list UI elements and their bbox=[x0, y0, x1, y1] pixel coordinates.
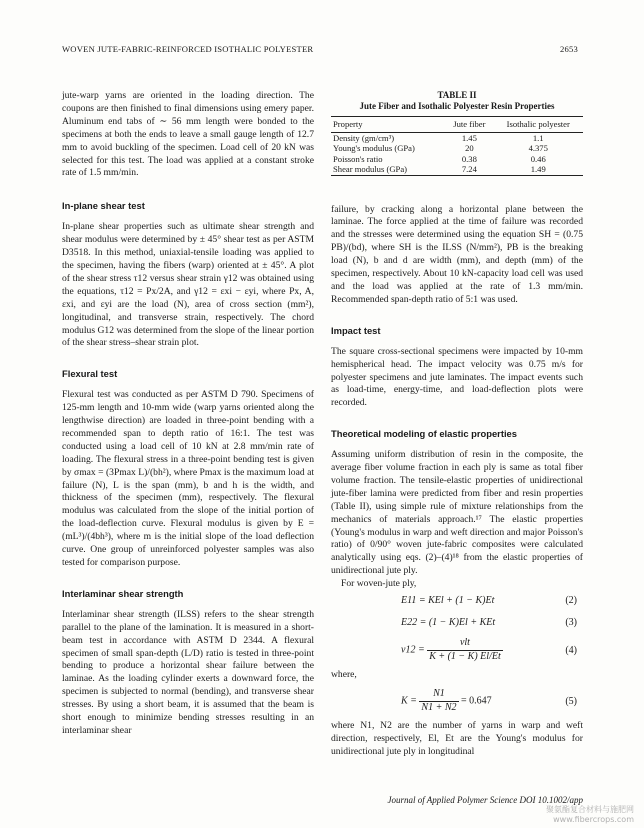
paragraph-impact: The square cross-sectional specimens were impacted by 10-mm hemispherical head. The impact velocity was 0.75 m/s for polyester specimens and jute laminates. The impact events such as load-time, energy-time, and load-deflection plots were recorded. bbox=[331, 345, 583, 409]
fraction-denominator: N1 + N2 bbox=[421, 701, 457, 713]
fraction-denominator: K + (1 − K) El/Et bbox=[429, 651, 501, 662]
paragraph-final: where N1, N2 are the number of yarns in warp and weft direction, respectively, El, Et are the Young's modulus for unidirectional jute ply in longitudinal bbox=[331, 720, 583, 757]
table-cell: 1.1 bbox=[532, 132, 544, 143]
table-ii bbox=[331, 90, 583, 176]
paragraph-for-woven: For woven-jute ply, bbox=[341, 578, 417, 590]
watermark-line: www.fibercrops.com bbox=[553, 815, 634, 824]
paragraph-failure: failure, by cracking along a horizontal plane between the laminae. The force applied at the time of failure was recorded and the stresses were determined using the equation SH = (0.75 PB)/(bd), where SH is the ILSS (N/mm²), PB is the breaking load (N), b and d are width (mm), and depth (mm) of the specimen, respectively. About 10 kN-capacity load cell was used and the load was applied at the rate of 1.3 mm/min. Recommended span-depth ratio of 5:1 was used. bbox=[331, 203, 583, 305]
watermark bbox=[546, 805, 634, 825]
paragraph-where: where, bbox=[331, 669, 357, 681]
left-column bbox=[62, 90, 314, 738]
journal-footer: Journal of Applied Polymer Science DOI 10.1002/app bbox=[387, 795, 583, 805]
heading-flexural: Flexural test bbox=[62, 368, 118, 380]
watermark-line: 聚氨酯复合材料与施肥网 bbox=[546, 805, 634, 814]
table-row bbox=[331, 154, 583, 164]
equation-lhs: ν12 = bbox=[401, 644, 425, 656]
table-caption: Jute Fiber and Isothalic Polyester Resin Properties bbox=[359, 101, 555, 111]
table-row bbox=[331, 164, 583, 175]
running-header bbox=[62, 44, 578, 54]
paragraph-theory: Assuming uniform distribution of resin in the composite, the average fiber volume fraction in each ply is same as total fiber volume fraction. The tensile-elastic properties of unidirectional jute-fiber lamina were predicted from fiber and resin properties (Table II), using simple rule of mixture relationships from the mechanics of materials approach.¹⁷ The elastic properties (Young's modulus in warp and weft direction and major Poisson's ratio) of 0/90° woven jute-fabric composites were calculated analytically using eqs. (2)–(4)¹⁸ from the elastic properties of unidirectional jute ply. bbox=[331, 449, 583, 577]
table-cell: 0.46 bbox=[530, 153, 546, 164]
table-cell: 1.49 bbox=[493, 164, 583, 175]
table-row bbox=[331, 143, 583, 153]
equation-5 bbox=[331, 686, 583, 720]
equation-3 bbox=[331, 613, 583, 635]
page-number: 2653 bbox=[560, 44, 578, 54]
properties-table bbox=[331, 116, 583, 176]
table-row bbox=[331, 132, 583, 143]
table-cell: 7.24 bbox=[445, 164, 493, 175]
table-header: Property bbox=[331, 117, 445, 133]
paragraph-flexural: Flexural test was conducted as per ASTM D 790. Specimens of 125-mm length and 10-mm wide (warp yarns oriented along the lengthwise direction) are loaded in three-point bending with a recommended span to depth ratio of 16:1. The test was conducted using a load cell of 10 kN at 2.8 mm/min rate of loading. The flexural stress in a three-point bending test is given by σmax = (3Pmax L)/(bh²), where Pmax is the maximum load at failure (N), L is the span (mm), b and h is the width, and thickness of the specimen (mm), respectively. The flexural modulus was calculated from the slope of the initial portion of the load-deflection curve. Flexural modulus is given by E = (mL³)/(4bh³), where m is the initial slope of the load deflection curve. One group of unreinforced polyester samples was also tested for comparison purpose. bbox=[62, 389, 314, 568]
table-cell: Young's modulus (GPa) bbox=[333, 143, 415, 154]
fraction-numerator: N1 bbox=[419, 688, 458, 702]
table-label: TABLE II bbox=[437, 90, 477, 100]
equation-body: E11 = KEl + (1 − K)Et bbox=[401, 595, 495, 607]
fraction-numerator: νlt bbox=[427, 637, 503, 651]
heading-inplane-shear: In-plane shear test bbox=[62, 200, 145, 212]
paragraph-inplane-shear: In-plane shear properties such as ultimate shear strength and shear modulus were determined by ± 45° shear test as per ASTM D3518. In this method, uniaxial-tensile loading was applied to the specimen, having the fibers (warp) oriented at ± 45°. A plot of the shear stress τ12 versus shear strain γ12 was obtained using the equations, τ12 = Px/2A, and γ12 = εxi − εyi, where Px, A, εxi, and εyi are the load (N), area of cross section (mm²), longitudinal, and transverse strain, respectively. The chord modulus G12 was determined from the slope of the linear portion of the shear stress–shear strain plot. bbox=[62, 221, 314, 349]
heading-ilss: Interlaminar shear strength bbox=[62, 587, 184, 599]
heading-impact: Impact test bbox=[331, 324, 381, 336]
equation-2 bbox=[331, 591, 583, 613]
equation-number: (2) bbox=[565, 595, 577, 607]
equation-lhs: K = bbox=[401, 695, 417, 707]
equation-fraction bbox=[427, 637, 503, 664]
table-cell: 20 bbox=[465, 143, 474, 154]
equation-fraction bbox=[419, 688, 458, 715]
table-cell: 4.375 bbox=[528, 143, 548, 154]
equation-number: (5) bbox=[565, 696, 577, 707]
table-cell: Shear modulus (GPa) bbox=[331, 164, 445, 175]
paragraph-ilss: Interlaminar shear strength (ILSS) refers to the shear strength parallel to the plane of the lamination. It is measured in a short-beam test in accordance with ASTM D 2344. A flexural specimen of small span-depth (L/D) ratio is tested in three-point bending to produce a horizontal shear failure between the laminae. As the loading cylinder exerts a downward force, the specimen is subjected to normal (bending), and transverse shear stresses. By using a short beam, it is assumed that the beam is short enough to minimize bending stresses resulting in an interlaminar shear bbox=[62, 608, 314, 736]
heading-theory: Theoretical modeling of elastic properties bbox=[331, 428, 517, 440]
table-cell: Density (gm/cm³) bbox=[333, 132, 395, 143]
equation-number: (3) bbox=[565, 617, 577, 629]
table-cell: 0.38 bbox=[461, 153, 477, 164]
right-column bbox=[331, 90, 583, 759]
equation-body: E22 = (1 − K)El + KEt bbox=[401, 617, 496, 629]
table-header: Jute fiber bbox=[445, 117, 493, 133]
paragraph-intro: jute-warp yarns are oriented in the loading direction. The coupons are then finished to final dimensions using emery paper. Aluminum end tabs of ∼ 56 mm length were bonded to the specimens at both the ends to leave a small gauge length of 12.7 mm to avoid buckling of the specimen. Load cell of 20 kN was selected for this test. The load was applied at a constant stroke rate of 1.5 mm/min. bbox=[62, 90, 314, 179]
running-title: WOVEN JUTE-FABRIC-REINFORCED ISOTHALIC POLYESTER bbox=[62, 44, 314, 54]
equation-4 bbox=[331, 635, 583, 669]
equation-number: (4) bbox=[565, 645, 577, 657]
equation-rhs: = 0.647 bbox=[461, 695, 492, 707]
table-cell: Poisson's ratio bbox=[333, 153, 383, 164]
table-cell: 1.45 bbox=[461, 132, 477, 143]
table-header: Isothalic polyester bbox=[493, 117, 583, 133]
